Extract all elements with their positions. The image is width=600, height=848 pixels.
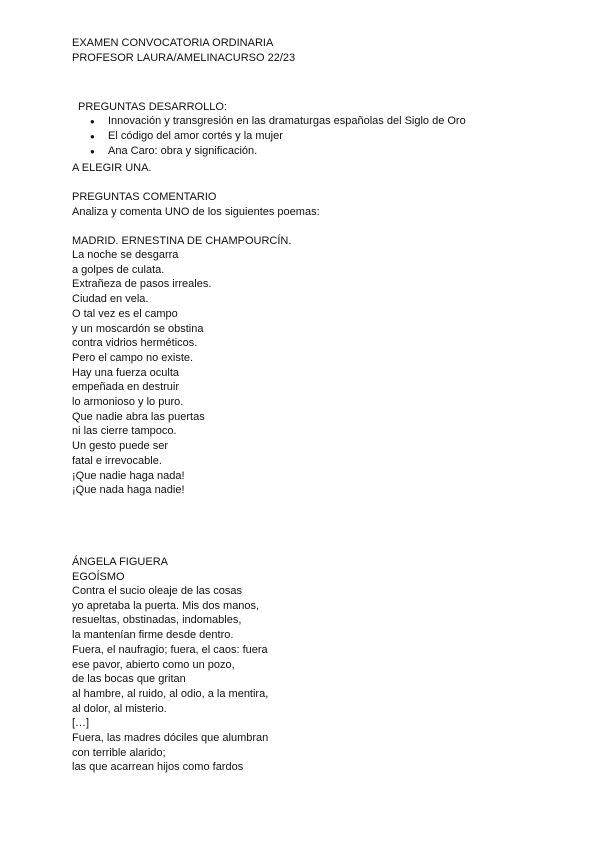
poem-line: Un gesto puede ser bbox=[72, 440, 169, 453]
poem1-lines bbox=[72, 248, 211, 498]
poem-line: yo apretaba la puerta. Mis dos manos, bbox=[72, 599, 260, 612]
poem-line: lo armonioso y lo puro. bbox=[72, 396, 184, 409]
comentario-title: PREGUNTAS COMENTARIO bbox=[72, 191, 217, 203]
poem-line: fatal e irrevocable. bbox=[72, 454, 162, 467]
poem-line: Fuera, las madres dóciles que alumbran bbox=[72, 732, 269, 745]
list-item: ● Ana Caro: obra y significación. bbox=[88, 144, 466, 159]
poem1-heading: MADRID. ERNESTINA DE CHAMPOURCÍN. bbox=[72, 235, 292, 247]
poem-line: Contra el sucio oleaje de las cosas bbox=[72, 585, 242, 597]
poem2-title: EGOÍSMO bbox=[72, 571, 125, 583]
desarrollo-note: A ELEGIR UNA. bbox=[72, 162, 152, 174]
poem-line: ni las cierre tampoco. bbox=[72, 425, 177, 438]
poem-line: Fuera, el naufragio; fuera, el caos: fuera bbox=[72, 643, 268, 656]
poem-line: la mantenían firme desde dentro. bbox=[72, 629, 234, 642]
header-exam-title: EXAMEN CONVOCATORIA ORDINARIA bbox=[72, 37, 274, 49]
poem-line: ese pavor, abierto como un pozo, bbox=[72, 658, 235, 671]
poem-line: Extrañeza de pasos irreales. bbox=[72, 278, 212, 291]
poem-line: al hambre, al ruido, al odio, a la mentira, bbox=[72, 687, 269, 700]
poem-line: Ciudad en vela. bbox=[72, 293, 149, 306]
poem2-lines bbox=[72, 584, 268, 775]
desarrollo-question-list bbox=[88, 114, 466, 159]
poem-line: contra vidrios herméticos. bbox=[72, 337, 198, 350]
poem-line: O tal vez es el campo bbox=[72, 307, 178, 320]
poem2-author: ÁNGELA FIGUERA bbox=[72, 556, 168, 568]
poem-line: Que nadie abra las puertas bbox=[72, 410, 205, 423]
poem-line: de las bocas que gritan bbox=[72, 673, 186, 686]
comentario-instruction: Analiza y comenta UNO de los siguientes poemas: bbox=[72, 206, 320, 218]
poem-line: resueltas, obstinadas, indomables, bbox=[72, 614, 242, 627]
poem-line: Hay una fuerza oculta bbox=[72, 366, 180, 379]
poem-line: al dolor, al misterio. bbox=[72, 702, 167, 715]
desarrollo-title: PREGUNTAS DESARROLLO: bbox=[78, 101, 227, 113]
poem-line: y un moscardón se obstina bbox=[72, 322, 204, 335]
poem-line: Pero el campo no existe. bbox=[72, 351, 194, 364]
list-item: ● Innovación y transgresión en las dramaturgas españolas del Siglo de Oro bbox=[88, 114, 466, 129]
poem-line: a golpes de culata. bbox=[72, 263, 165, 276]
poem-line: ¡Que nadie haga nada! bbox=[72, 469, 185, 482]
poem-line: empeñada en destruir bbox=[72, 381, 180, 394]
poem-line: las que acarrean hijos como fardos bbox=[72, 761, 244, 774]
header-professor-course: PROFESOR LAURA/AMELINACURSO 22/23 bbox=[72, 52, 296, 64]
poem-line: ¡Que nada haga nadie! bbox=[72, 484, 185, 497]
poem-line: […] bbox=[72, 717, 90, 730]
poem-line: con terrible alarido; bbox=[72, 746, 166, 759]
list-item: ● El código del amor cortés y la mujer bbox=[88, 129, 466, 144]
poem-line: La noche se desgarra bbox=[72, 249, 179, 261]
